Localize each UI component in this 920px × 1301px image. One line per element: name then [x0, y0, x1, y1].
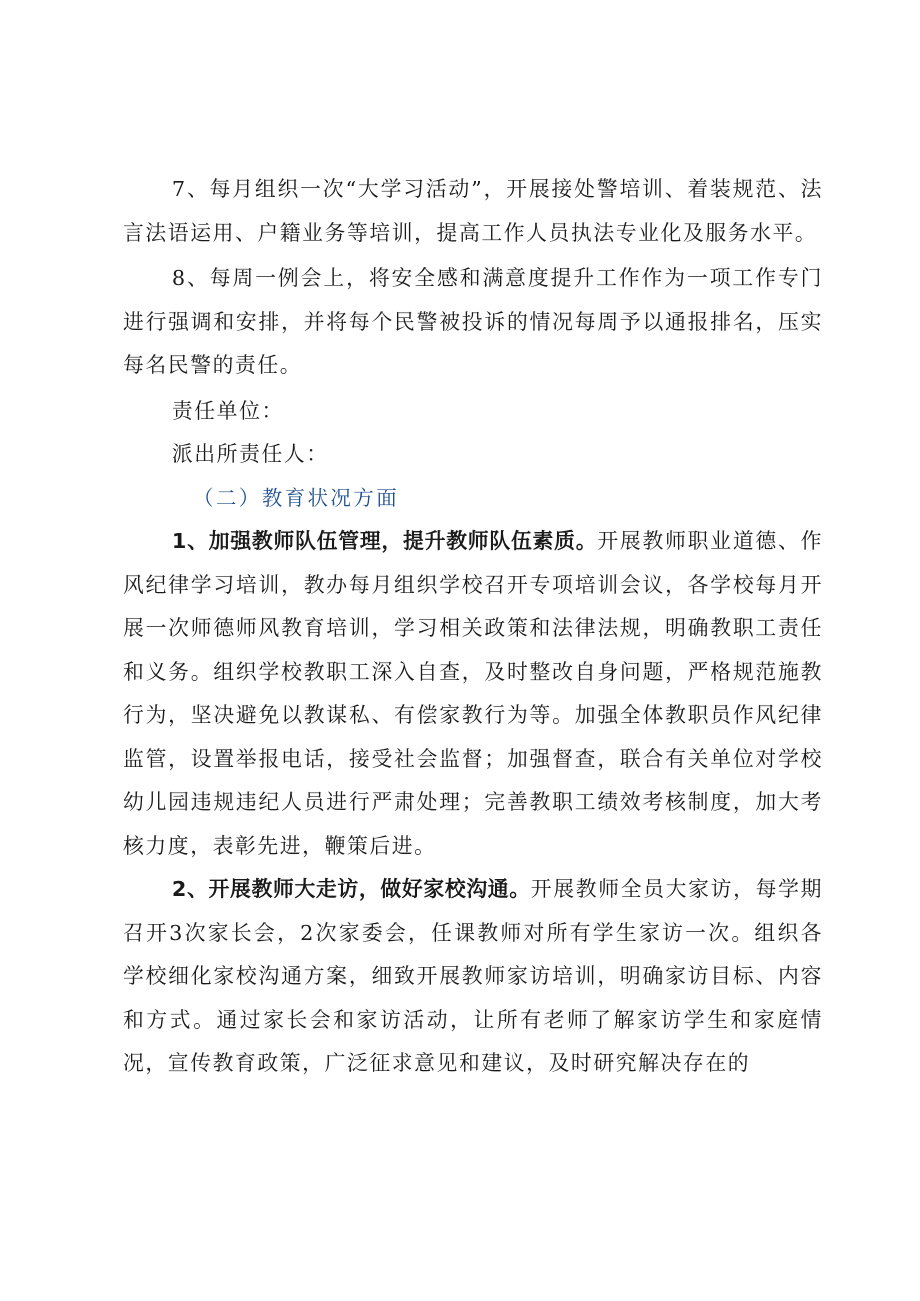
responsible-unit-label: 责任单位： — [171, 398, 284, 423]
education-item-2-body: 开展教师全员大家访，每学期召开3次家长会，2次家委会，任课教师对所有学生家访一次。组织各学校细化家校沟通方案，细致开展教师家访培训，明确家访目标、内容和方式。通过家长会和家访活动，让所有老师了解家访学生和家庭情况，宣传教育政策，广泛征求意见和建议，及时研究解决存在的 — [123, 877, 823, 1075]
paragraph-item-7: 7、每月组织一次“大学习活动”，开展接处警培训、着装规范、法言法语运用、户籍业务等培训，提高工作人员执法专业化及服务水平。 — [123, 177, 823, 245]
document-body — [123, 168, 823, 1086]
education-item-1-lead: 1、加强教师队伍管理，提升教师队伍素质。 — [171, 529, 598, 553]
education-item-1 — [123, 520, 823, 868]
education-item-1-body: 开展教师职业道德、作风纪律学习培训，教办每月组织学校召开专项培训会议，各学校每月开展一次师德师风教育培训，学习相关政策和法律法规，明确教职工责任和义务。组织学校教职工深入自查，及时整改自身问题，严格规范施教行为，坚决避免以教谋私、有偿家教行为等。加强全体教职员作风纪律监管，设置举报电话，接受社会监督；加强督查，联合有关单位对学校幼儿园违规违纪人员进行严肃处理；完善教职工绩效考核制度，加大考核力度，表彰先进，鞭策后进。 — [123, 529, 824, 858]
paragraph-item-8: 8、每周一例会上，将安全感和满意度提升工作作为一项工作专门进行强调和安排，并将每个民警被投诉的情况每周予以通报排名，压实每名民警的责任。 — [123, 266, 823, 377]
section-heading-education: （二）教育状况方面 — [193, 485, 400, 510]
education-item-2 — [123, 868, 823, 1086]
education-item-2-lead: 2、开展教师大走访，做好家校沟通。 — [171, 877, 531, 901]
police-responsible-label: 派出所责任人： — [171, 442, 329, 466]
